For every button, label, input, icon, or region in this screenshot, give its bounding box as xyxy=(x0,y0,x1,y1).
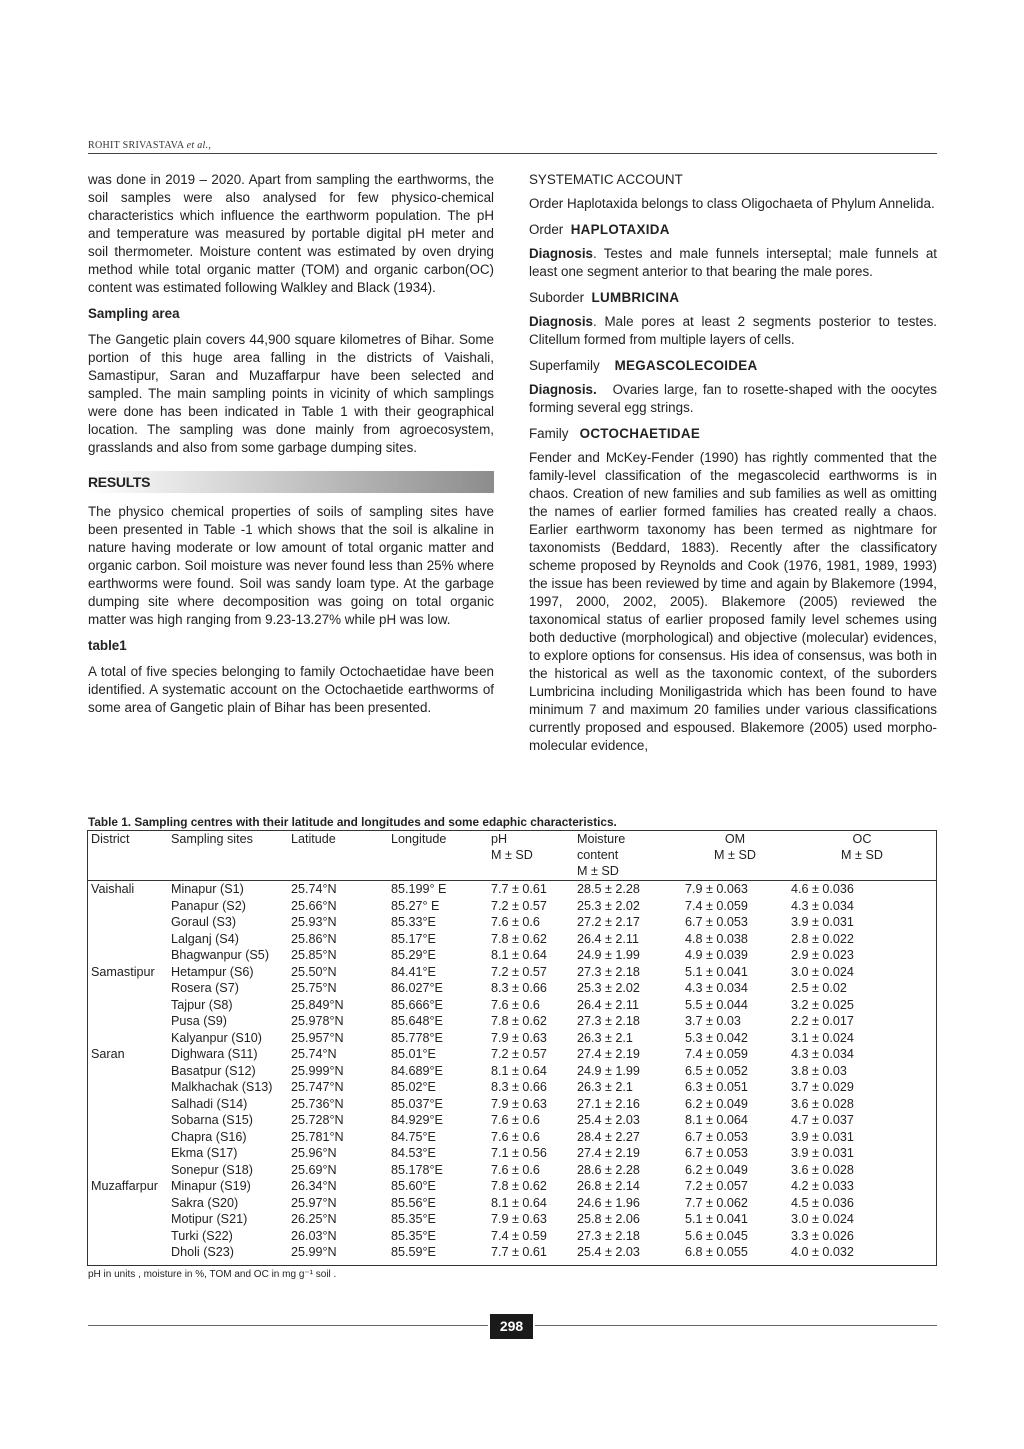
header-rule xyxy=(88,153,937,154)
table-cell: Minapur (S19) xyxy=(171,1179,251,1193)
table-cell xyxy=(88,1079,168,1096)
table-cell: 25.86°N xyxy=(291,931,337,946)
table-cell: 24.9 ± 1.99 xyxy=(577,948,640,962)
table-cell: 4.5 ± 0.036 xyxy=(791,1195,854,1210)
table-cell: 85.29°E xyxy=(391,948,436,962)
table-cell: 7.6 ± 0.6 xyxy=(491,997,540,1012)
table-cell: 6.7 ± 0.053 xyxy=(685,915,748,929)
table-cell xyxy=(88,947,168,964)
table-cell: Motipur (S21) xyxy=(171,1212,248,1226)
sampling-area-heading: Sampling area xyxy=(88,306,180,321)
table-cell: Minapur (S1) xyxy=(171,882,244,896)
table-cell: 6.7 ± 0.053 xyxy=(685,1146,748,1160)
table-cell: 7.6 ± 0.6 xyxy=(491,1129,540,1144)
table-cell: 8.1 ± 0.064 xyxy=(685,1113,748,1127)
suborder-name: LUMBRICINA xyxy=(591,290,680,305)
superfamily-rank: Superfamily xyxy=(529,358,600,373)
table-cell xyxy=(88,1162,168,1179)
table-cell: 3.6 ± 0.028 xyxy=(791,1162,854,1177)
table-cell: 6.3 ± 0.051 xyxy=(685,1080,748,1094)
column-header: pH M ± SD xyxy=(491,832,533,862)
table-cell xyxy=(88,1195,168,1212)
family-name: OCTOCHAETIDAE xyxy=(579,426,701,441)
table-cell: Turki (S22) xyxy=(171,1228,233,1243)
table-cell: Vaishali xyxy=(91,882,135,896)
diagnosis-label: Diagnosis xyxy=(529,314,593,329)
table-cell: 85.59°E xyxy=(391,1245,436,1259)
table-cell: Chapra (S16) xyxy=(171,1129,247,1144)
table-cell: 27.1 ± 2.16 xyxy=(577,1096,640,1111)
table-row xyxy=(88,980,936,997)
table-cell: 3.9 ± 0.031 xyxy=(791,915,854,929)
table-cell xyxy=(88,931,168,948)
table-row xyxy=(88,1211,936,1228)
table-cell: 25.736°N xyxy=(291,1096,344,1111)
table-cell: Samastipur xyxy=(91,964,155,979)
table-row xyxy=(88,1228,936,1245)
table-row xyxy=(88,1195,936,1212)
table-cell: 24.9 ± 1.99 xyxy=(577,1063,640,1078)
methods-paragraph: was done in 2019 – 2020. Apart from sampling the earthworms, the soil samples were also analysed for few physico-chemical characteristics which influence the earthworm population. The pH and temperature was measured by portable digital pH meter and soil thermometer. Moisture content was estimated by oven drying method while total organic matter (TOM) and organic carbon(OC) content was estimated following Walkley and Black (1934). xyxy=(88,172,494,295)
table-cell: 25.3 ± 2.02 xyxy=(577,981,640,995)
table-cell: 7.8 ± 0.62 xyxy=(491,931,547,946)
table-cell: 4.2 ± 0.033 xyxy=(791,1179,854,1193)
data-table xyxy=(87,830,937,1266)
table-cell: 7.4 ± 0.059 xyxy=(685,898,748,913)
table-cell: 7.6 ± 0.6 xyxy=(491,915,540,929)
column-header: District xyxy=(91,832,130,846)
diagnosis-label: Diagnosis. xyxy=(529,382,597,397)
table-cell: 26.3 ± 2.1 xyxy=(577,1030,633,1045)
table-cell: 7.2 ± 0.57 xyxy=(491,898,547,913)
table-cell: 25.781°N xyxy=(291,1129,344,1144)
table-cell: Dighwara (S11) xyxy=(171,1047,258,1061)
table-cell: 27.4 ± 2.19 xyxy=(577,1047,640,1061)
table-cell xyxy=(88,980,168,997)
order-line xyxy=(529,221,937,239)
table-cell: 8.1 ± 0.64 xyxy=(491,1195,547,1210)
family-line xyxy=(529,425,937,443)
table-cell: Kalyanpur (S10) xyxy=(171,1030,263,1045)
table-cell xyxy=(88,1096,168,1113)
table-cell: Muzaffarpur xyxy=(91,1179,158,1193)
table-cell: 7.9 ± 0.63 xyxy=(491,1030,547,1045)
table-cell: 25.96°N xyxy=(291,1146,337,1160)
table-cell: 26.34°N xyxy=(291,1179,337,1193)
table-cell: 27.3 ± 2.18 xyxy=(577,1228,640,1243)
table-cell: 25.978°N xyxy=(291,1014,344,1028)
table-cell: 28.6 ± 2.28 xyxy=(577,1162,640,1177)
column-header: OM M ± SD xyxy=(714,832,756,862)
table-cell: 25.8 ± 2.06 xyxy=(577,1212,640,1226)
table-cell: 3.1 ± 0.024 xyxy=(791,1030,854,1045)
table-row xyxy=(88,964,936,981)
table-row xyxy=(88,914,936,931)
table-cell: 7.9 ± 0.63 xyxy=(491,1212,547,1226)
table-cell: 7.4 ± 0.059 xyxy=(685,1047,748,1061)
table-cell: 25.728°N xyxy=(291,1113,344,1127)
table-row xyxy=(88,898,936,915)
table-cell: 84.41°E xyxy=(391,964,436,979)
table-cell xyxy=(88,1228,168,1245)
table-cell: 8.1 ± 0.64 xyxy=(491,1063,547,1078)
table-cell: 85.666°E xyxy=(391,997,443,1012)
taxonomy-paragraph: Fender and McKey-Fender (1990) has rightly commented that the family-level classification of the megascolecid earthworms is in chaos. Creation of new families and sub families as well as omitting the names of earlier formed families has created really a chaos. Earlier earthworm taxonomy has been termed as nightmare for taxonomists (Beddard, 1883). Recently after the classificatory scheme proposed by Reynolds and Cook (1976, 1981, 1989, 1993) the issue has been reviewed by time and again by Blakemore (1994, 1997, 2000, 2002, 2005). Blakemore (2005) reviewed the taxonomical status of earlier proposed family level schemes using both deductive (morphological) and objective (molecular) evidences, to explore options for consensus. His idea of consensus, was both in the historical as well as the taxonomic context, of the suborders Lumbricina including Moniligastrida which has been found to have minimum 7 and maximum 20 families under various classifications currently proposed and espoused. Blakemore (2005) used morpho-molecular evidence, xyxy=(529,450,937,753)
table-cell: 3.9 ± 0.031 xyxy=(791,1146,854,1160)
table-cell xyxy=(88,1063,168,1080)
table-cell xyxy=(88,1013,168,1030)
table-row xyxy=(88,1244,936,1261)
table-cell: 25.4 ± 2.03 xyxy=(577,1245,640,1259)
table-cell: 2.2 ± 0.017 xyxy=(791,1014,854,1028)
table-cell: 4.8 ± 0.038 xyxy=(685,931,748,946)
table-cell: 26.8 ± 2.14 xyxy=(577,1179,640,1193)
column-header: Longitude xyxy=(391,832,447,846)
column-header: Latitude xyxy=(291,832,336,846)
table-cell: 28.4 ± 2.27 xyxy=(577,1129,640,1144)
table-cell: 5.6 ± 0.045 xyxy=(685,1228,748,1243)
author-name: ROHIT SRIVASTAVA xyxy=(88,140,184,151)
table-cell: 4.3 ± 0.034 xyxy=(791,1047,854,1061)
table-cell: 24.6 ± 1.96 xyxy=(577,1195,640,1210)
table-cell: Malkhachak (S13) xyxy=(171,1080,273,1094)
table-cell: 2.8 ± 0.022 xyxy=(791,931,854,946)
table-row xyxy=(88,1030,936,1047)
suborder-rank: Suborder xyxy=(529,290,585,305)
table-cell: 25.849°N xyxy=(291,997,344,1012)
table-cell: 7.7 ± 0.062 xyxy=(685,1195,748,1210)
table-cell: 3.0 ± 0.024 xyxy=(791,964,854,979)
right-column xyxy=(529,171,937,763)
table-cell: 25.69°N xyxy=(291,1162,337,1177)
table-cell: 85.02°E xyxy=(391,1080,436,1094)
table-cell: 3.3 ± 0.026 xyxy=(791,1228,854,1243)
table-cell: 85.037°E xyxy=(391,1096,443,1111)
table-cell xyxy=(88,1211,168,1228)
table-cell: 86.027°E xyxy=(391,981,443,995)
table-cell: 4.7 ± 0.037 xyxy=(791,1113,854,1127)
table-row xyxy=(88,997,936,1014)
table-cell: Saran xyxy=(91,1047,125,1061)
table-cell: Sakra (S20) xyxy=(171,1195,239,1210)
table-cell: 5.5 ± 0.044 xyxy=(685,997,748,1012)
table-cell: 25.957°N xyxy=(291,1030,344,1045)
table-cell: 3.7 ± 0.03 xyxy=(685,1014,741,1028)
suborder-diagnosis: Diagnosis. Male pores at least 2 segments posterior to testes. Clitellum formed from multiple layers of cells. xyxy=(529,314,937,347)
column-header: Moisture content M ± SD xyxy=(577,832,626,878)
table-cell: Goraul (S3) xyxy=(171,915,237,929)
table-cell: 7.7 ± 0.61 xyxy=(491,1245,547,1259)
table-row xyxy=(88,1096,936,1113)
table-cell: 25.50°N xyxy=(291,964,337,979)
table-cell: 3.0 ± 0.024 xyxy=(791,1212,854,1226)
table-caption: Table 1. Sampling centres with their latitude and longitudes and some edaphic characteristics. xyxy=(88,815,617,829)
table-cell: 3.7 ± 0.029 xyxy=(791,1080,854,1094)
table-cell: 85.778°E xyxy=(391,1030,443,1045)
table-cell: 7.8 ± 0.62 xyxy=(491,1179,547,1193)
table-cell xyxy=(88,1129,168,1146)
table-cell: 3.9 ± 0.031 xyxy=(791,1129,854,1144)
table-cell: 25.74°N xyxy=(291,1047,337,1061)
table-body xyxy=(88,881,936,1261)
table-cell: 85.33°E xyxy=(391,915,436,929)
table-cell xyxy=(88,1145,168,1162)
column-header: OC M ± SD xyxy=(841,832,883,862)
table-cell: 25.66°N xyxy=(291,898,337,913)
left-column xyxy=(88,171,494,725)
table-cell: 3.8 ± 0.03 xyxy=(791,1063,847,1078)
order-diagnosis: Diagnosis. Testes and male funnels interseptal; male funnels at least one segment anterior to that bearing the male pores. xyxy=(529,246,937,279)
table-cell: 85.178°E xyxy=(391,1162,443,1177)
table-cell: 85.199° E xyxy=(391,882,447,896)
table-cell xyxy=(88,898,168,915)
table-cell: 85.35°E xyxy=(391,1228,436,1243)
table-cell xyxy=(88,914,168,931)
table-cell: 84.689°E xyxy=(391,1063,443,1078)
table-cell: 84.75°E xyxy=(391,1129,436,1144)
table-cell: 25.93°N xyxy=(291,915,337,929)
table-cell: 28.5 ± 2.28 xyxy=(577,882,640,896)
footer-rule-left xyxy=(88,1325,488,1326)
table-row xyxy=(88,947,936,964)
table-cell: 5.1 ± 0.041 xyxy=(685,964,748,979)
superfamily-line xyxy=(529,357,937,375)
table-cell: 25.74°N xyxy=(291,882,337,896)
table-cell: 27.3 ± 2.18 xyxy=(577,1014,640,1028)
sampling-area-paragraph: The Gangetic plain covers 44,900 square kilometres of Bihar. Some portion of this huge area falling in the districts of Vaishali, Samastipur, Saran and Muzaffarpur have been selected and sampled. The main sampling points in vicinity of which samplings were done has been indicated in Table 1 with their geographical location. The sampling was done mainly from agroecosystem, grasslands and also from some garbage dumping sites. xyxy=(88,332,494,455)
table-cell: 6.2 ± 0.049 xyxy=(685,1096,748,1111)
table-cell: 4.9 ± 0.039 xyxy=(685,948,748,962)
table-cell: 27.4 ± 2.19 xyxy=(577,1146,640,1160)
column-header: Sampling sites xyxy=(171,832,253,846)
table-cell: 7.9 ± 0.63 xyxy=(491,1096,547,1111)
results-heading: RESULTS xyxy=(88,471,494,493)
table-cell: 7.2 ± 0.57 xyxy=(491,964,547,979)
table-cell: 6.7 ± 0.053 xyxy=(685,1129,748,1144)
table-cell: 27.2 ± 2.17 xyxy=(577,915,640,929)
table-row xyxy=(88,1013,936,1030)
family-rank: Family xyxy=(529,426,569,441)
table-cell: 25.85°N xyxy=(291,948,337,962)
table-cell: 27.3 ± 2.18 xyxy=(577,964,640,979)
table-cell: Ekma (S17) xyxy=(171,1146,238,1160)
table-cell: 8.1 ± 0.64 xyxy=(491,948,547,962)
table-cell: Lalganj (S4) xyxy=(171,931,239,946)
table-cell: 25.747°N xyxy=(291,1080,344,1094)
table-cell: Salhadi (S14) xyxy=(171,1096,248,1111)
table-cell: 25.3 ± 2.02 xyxy=(577,898,640,913)
table-cell: 7.9 ± 0.063 xyxy=(685,882,748,896)
table-cell: 5.3 ± 0.042 xyxy=(685,1030,748,1045)
table-row xyxy=(88,1129,936,1146)
table-cell: 7.1 ± 0.56 xyxy=(491,1146,547,1160)
table-cell: 2.5 ± 0.02 xyxy=(791,981,847,995)
table-row xyxy=(88,1162,936,1179)
table-row xyxy=(88,1079,936,1096)
table-row xyxy=(88,1145,936,1162)
table-cell: 4.3 ± 0.034 xyxy=(685,981,748,995)
table-cell: 5.1 ± 0.041 xyxy=(685,1212,748,1226)
table-cell: 26.4 ± 2.11 xyxy=(577,931,639,946)
table-cell: 4.6 ± 0.036 xyxy=(791,882,854,896)
table-row xyxy=(88,1046,936,1063)
table-header-row xyxy=(88,831,936,881)
table-cell: 4.0 ± 0.032 xyxy=(791,1245,854,1259)
order-name: HAPLOTAXIDA xyxy=(570,222,670,237)
table-cell: 84.53°E xyxy=(391,1146,436,1160)
table1-heading: table1 xyxy=(88,638,127,653)
table-cell: Sonepur (S18) xyxy=(171,1162,253,1177)
table-cell: 2.9 ± 0.023 xyxy=(791,948,854,962)
table-cell: 8.3 ± 0.66 xyxy=(491,1080,547,1094)
table-note: pH in units , moisture in %, TOM and OC in mg g⁻¹ soil . xyxy=(88,1269,337,1280)
footer-rule-right xyxy=(535,1325,937,1326)
superfamily-name: MEGASCOLECOIDEA xyxy=(614,358,758,373)
table-cell: Panapur (S2) xyxy=(171,898,246,913)
results-paragraph: The physico chemical properties of soils of sampling sites have been presented in Table -1 which shows that the soil is alkaline in nature having moderate or low amount of total organic matter and organic carbon. Soil moisture was never found less than 25% where earthworms were found. Soil was sandy loam type. At the garbage dumping site where decomposition was going on total organic matter was high ranging from 9.23-13.27% while pH was low. xyxy=(88,504,494,627)
table-row xyxy=(88,1178,936,1195)
table-cell: Tajpur (S8) xyxy=(171,997,233,1012)
table-cell: 7.4 ± 0.59 xyxy=(491,1228,547,1243)
table-cell: 6.5 ± 0.052 xyxy=(685,1063,748,1078)
table-row xyxy=(88,931,936,948)
suborder-line xyxy=(529,289,937,307)
table-cell: 7.6 ± 0.6 xyxy=(491,1162,540,1177)
table-cell: 3.2 ± 0.025 xyxy=(791,997,854,1012)
table-cell: 7.7 ± 0.61 xyxy=(491,882,547,896)
table-cell xyxy=(88,1244,168,1261)
table-cell xyxy=(88,1112,168,1129)
table-cell: Rosera (S7) xyxy=(171,981,239,995)
table-cell: 7.6 ± 0.6 xyxy=(491,1113,540,1127)
table-cell: 85.60°E xyxy=(391,1179,436,1193)
table-cell: Bhagwanpur (S5) xyxy=(171,948,270,962)
table-cell: 8.3 ± 0.66 xyxy=(491,981,547,995)
table-cell: 85.17°E xyxy=(391,931,436,946)
page-number: 298 xyxy=(490,1314,533,1339)
table-cell: 25.4 ± 2.03 xyxy=(577,1113,640,1127)
table-row xyxy=(88,1063,936,1080)
table-cell: 25.97°N xyxy=(291,1195,337,1210)
species-paragraph: A total of five species belonging to family Octochaetidae have been identified. A systematic account on the Octochaetide earthworms of some area of Gangetic plain of Bihar has been presented. xyxy=(88,664,494,715)
diagnosis-label: Diagnosis xyxy=(529,246,593,261)
table-row xyxy=(88,1112,936,1129)
table-cell: 26.25°N xyxy=(291,1212,337,1226)
table-cell: 4.3 ± 0.034 xyxy=(791,898,854,913)
table-cell: 7.2 ± 0.057 xyxy=(685,1179,748,1193)
superfamily-diagnosis: Diagnosis. Ovaries large, fan to rosette-shaped with the oocytes forming several egg strings. xyxy=(529,382,937,415)
table-cell: Hetampur (S6) xyxy=(171,964,254,979)
table-cell xyxy=(88,1030,168,1047)
table-cell: Dholi (S23) xyxy=(171,1245,234,1259)
table-cell: 26.03°N xyxy=(291,1228,337,1243)
et-al: et al., xyxy=(186,140,212,151)
table-cell: 85.56°E xyxy=(391,1195,436,1210)
table-cell: 25.99°N xyxy=(291,1245,337,1259)
table-cell: 26.3 ± 2.1 xyxy=(577,1080,633,1094)
table-cell: 6.2 ± 0.049 xyxy=(685,1162,748,1177)
table-cell: 26.4 ± 2.11 xyxy=(577,997,639,1012)
table-cell: 25.999°N xyxy=(291,1063,344,1078)
table-cell: Pusa (S9) xyxy=(171,1014,227,1028)
order-rank: Order xyxy=(529,222,564,237)
order-intro: Order Haplotaxida belongs to class Oligochaeta of Phylum Annelida. xyxy=(529,196,935,211)
table-cell: 7.8 ± 0.62 xyxy=(491,1014,547,1028)
systematic-account-heading: SYSTEMATIC ACCOUNT xyxy=(529,172,683,187)
table-row xyxy=(88,881,936,898)
running-head xyxy=(88,140,211,151)
table-cell: 85.35°E xyxy=(391,1212,436,1226)
table-cell: 25.75°N xyxy=(291,981,337,995)
table-cell: 6.8 ± 0.055 xyxy=(685,1245,748,1259)
table-cell: 85.27° E xyxy=(391,898,440,913)
table-cell: 85.648°E xyxy=(391,1014,443,1028)
table-cell xyxy=(88,997,168,1014)
table-cell: 7.2 ± 0.57 xyxy=(491,1047,547,1061)
table-cell: Basatpur (S12) xyxy=(171,1063,256,1078)
table-cell: 3.6 ± 0.028 xyxy=(791,1096,854,1111)
table-cell: 85.01°E xyxy=(391,1047,436,1061)
table-cell: 84.929°E xyxy=(391,1113,443,1127)
table-cell: Sobarna (S15) xyxy=(171,1113,253,1127)
